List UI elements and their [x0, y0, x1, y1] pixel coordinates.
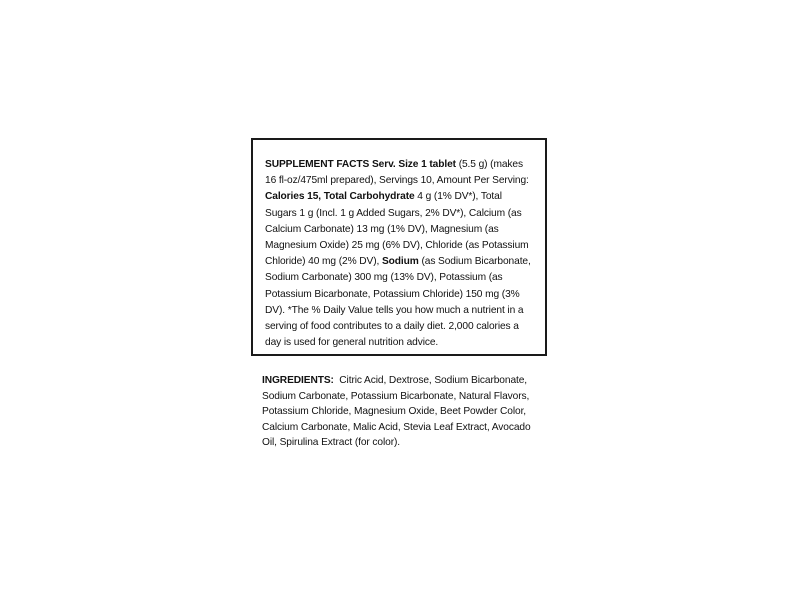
- nutrient-details-text: 4 g (1% DV*), Total Sugars 1 g (Incl. 1 g Added Sugars, 2% DV*), Calcium (as Calcium Carbonate) 13 mg (1% DV), Magnesium (as Magnesium Oxide) 25 mg (6% DV), Chloride (as Potassium Chloride) 40 mg (2% DV),: [265, 191, 529, 268]
- daily-value-footnote-text: (as Sodium Bicarbonate, Sodium Carbonate) 300 mg (13% DV), Potassium (as Potassium Bicarbonate, Potassium Chloride) 150 mg (3% DV). *The % Daily Value tells you how much a nutrient in a serving of food contributes to a daily diet. 2,000 calories a day is used for general nutrition advice.: [265, 256, 531, 349]
- supplement-facts-text: [265, 157, 535, 351]
- ingredients-list: Citric Acid, Dextrose, Sodium Bicarbonate, Sodium Carbonate, Potassium Bicarbonate, Natural Flavors, Potassium Chloride, Magnesium Oxide, Beet Powder Color, Calcium Carbonate, Malic Acid, Stevia Leaf Extract, Avocado Oil, Spirulina Extract (for color).: [262, 375, 534, 449]
- total-carbohydrate-label: Total Carbohydrate: [323, 191, 415, 203]
- calories-label: Calories 15,: [265, 191, 321, 203]
- sodium-label: Sodium: [381, 256, 419, 268]
- serving-size-label: Serv. Size 1 tablet: [371, 159, 456, 170]
- ingredients-label: INGREDIENTS:: [262, 375, 334, 386]
- ingredients-text: [262, 373, 542, 451]
- serving-info-text: (5.5 g) (makes 16 fl-oz/475ml prepared), Servings 10, Amount Per Serving:: [265, 159, 529, 187]
- supplement-facts-heading: SUPPLEMENT FACTS: [265, 159, 370, 170]
- supplement-facts-panel: [251, 138, 547, 356]
